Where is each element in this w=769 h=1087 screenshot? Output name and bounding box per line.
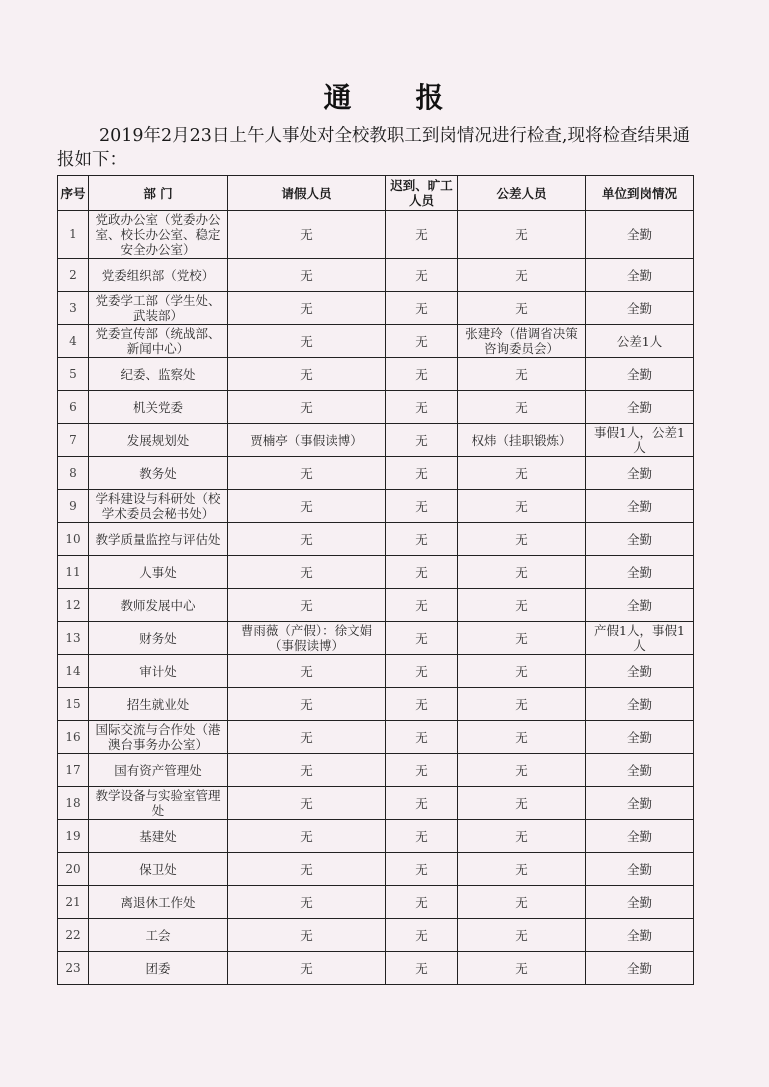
table-row	[58, 292, 694, 325]
table-row	[58, 523, 694, 556]
row-business: 无	[458, 754, 586, 787]
row-dept: 教学质量监控与评估处	[89, 523, 228, 556]
row-status: 全勤	[586, 754, 694, 787]
row-status: 全勤	[586, 556, 694, 589]
table-row	[58, 919, 694, 952]
row-late: 无	[386, 325, 458, 358]
row-leave: 无	[228, 787, 386, 820]
row-business: 无	[458, 358, 586, 391]
row-seq: 15	[58, 688, 89, 721]
row-late: 无	[386, 211, 458, 259]
table-row	[58, 325, 694, 358]
header-business: 公差人员	[458, 176, 586, 211]
row-late: 无	[386, 622, 458, 655]
row-late: 无	[386, 424, 458, 457]
row-leave: 无	[228, 754, 386, 787]
row-seq: 21	[58, 886, 89, 919]
row-status: 全勤	[586, 886, 694, 919]
row-late: 无	[386, 688, 458, 721]
row-seq: 12	[58, 589, 89, 622]
row-seq: 4	[58, 325, 89, 358]
row-business: 无	[458, 886, 586, 919]
row-business: 权炜（挂职锻炼）	[458, 424, 586, 457]
row-business: 张建玲（借调省决策咨询委员会）	[458, 325, 586, 358]
row-seq: 19	[58, 820, 89, 853]
row-status: 全勤	[586, 688, 694, 721]
row-late: 无	[386, 952, 458, 985]
row-status: 产假1人，事假1人	[586, 622, 694, 655]
row-seq: 22	[58, 919, 89, 952]
row-late: 无	[386, 457, 458, 490]
row-leave: 无	[228, 589, 386, 622]
row-leave: 无	[228, 325, 386, 358]
row-seq: 20	[58, 853, 89, 886]
row-seq: 16	[58, 721, 89, 754]
row-dept: 离退休工作处	[89, 886, 228, 919]
row-late: 无	[386, 589, 458, 622]
row-leave: 无	[228, 211, 386, 259]
row-status: 全勤	[586, 490, 694, 523]
row-seq: 17	[58, 754, 89, 787]
row-late: 无	[386, 787, 458, 820]
row-late: 无	[386, 292, 458, 325]
table-row	[58, 853, 694, 886]
row-dept: 纪委、监察处	[89, 358, 228, 391]
document-title	[0, 76, 769, 116]
row-business: 无	[458, 787, 586, 820]
row-seq: 10	[58, 523, 89, 556]
row-leave: 曹雨薇（产假）：徐文娟（事假读博）	[228, 622, 386, 655]
row-seq: 5	[58, 358, 89, 391]
row-dept: 党政办公室（党委办公室、校长办公室、稳定安全办公室）	[89, 211, 228, 259]
row-seq: 14	[58, 655, 89, 688]
table-row	[58, 754, 694, 787]
row-seq: 18	[58, 787, 89, 820]
row-status: 全勤	[586, 820, 694, 853]
table-row	[58, 490, 694, 523]
row-status: 全勤	[586, 259, 694, 292]
row-business: 无	[458, 490, 586, 523]
row-seq: 23	[58, 952, 89, 985]
row-business: 无	[458, 589, 586, 622]
row-late: 无	[386, 259, 458, 292]
row-late: 无	[386, 391, 458, 424]
row-leave: 无	[228, 259, 386, 292]
row-status: 全勤	[586, 523, 694, 556]
row-status: 公差1人	[586, 325, 694, 358]
table-row	[58, 358, 694, 391]
table-row	[58, 589, 694, 622]
row-late: 无	[386, 358, 458, 391]
table-row	[58, 886, 694, 919]
row-leave: 无	[228, 886, 386, 919]
table-row	[58, 391, 694, 424]
row-late: 无	[386, 919, 458, 952]
row-dept: 机关党委	[89, 391, 228, 424]
row-seq: 9	[58, 490, 89, 523]
row-leave: 无	[228, 292, 386, 325]
row-status: 全勤	[586, 853, 694, 886]
table-row	[58, 721, 694, 754]
row-dept: 国际交流与合作处（港澳台事务办公室）	[89, 721, 228, 754]
table-row	[58, 424, 694, 457]
row-seq: 8	[58, 457, 89, 490]
row-business: 无	[458, 688, 586, 721]
row-seq: 2	[58, 259, 89, 292]
intro-paragraph: 2019年2月23日上午人事处对全校教职工到岗情况进行检查,现将检查结果通报如下：	[57, 126, 690, 170]
title-char-1: 通	[323, 81, 354, 114]
table-row	[58, 556, 694, 589]
row-dept: 发展规划处	[89, 424, 228, 457]
row-business: 无	[458, 292, 586, 325]
row-business: 无	[458, 556, 586, 589]
header-status: 单位到岗情况	[586, 176, 694, 211]
row-status: 全勤	[586, 721, 694, 754]
table-row	[58, 655, 694, 688]
row-late: 无	[386, 886, 458, 919]
row-seq: 6	[58, 391, 89, 424]
header-seq: 序号	[58, 176, 89, 211]
row-late: 无	[386, 754, 458, 787]
row-dept: 保卫处	[89, 853, 228, 886]
row-business: 无	[458, 523, 586, 556]
row-seq: 3	[58, 292, 89, 325]
row-late: 无	[386, 655, 458, 688]
row-dept: 基建处	[89, 820, 228, 853]
row-seq: 7	[58, 424, 89, 457]
row-dept: 学科建设与科研处（校学术委员会秘书处）	[89, 490, 228, 523]
row-leave: 无	[228, 820, 386, 853]
row-dept: 财务处	[89, 622, 228, 655]
row-dept: 教务处	[89, 457, 228, 490]
title-char-2: 报	[415, 81, 446, 114]
attendance-table	[57, 175, 694, 985]
row-dept: 教学设备与实验室管理处	[89, 787, 228, 820]
row-dept: 招生就业处	[89, 688, 228, 721]
row-leave: 无	[228, 853, 386, 886]
row-late: 无	[386, 490, 458, 523]
header-dept: 部 门	[89, 176, 228, 211]
row-status: 全勤	[586, 787, 694, 820]
row-dept: 审计处	[89, 655, 228, 688]
row-status: 事假1人，公差1人	[586, 424, 694, 457]
row-late: 无	[386, 820, 458, 853]
row-business: 无	[458, 820, 586, 853]
row-business: 无	[458, 952, 586, 985]
row-dept: 教师发展中心	[89, 589, 228, 622]
row-status: 全勤	[586, 211, 694, 259]
row-leave: 无	[228, 688, 386, 721]
row-dept: 团委	[89, 952, 228, 985]
table-row	[58, 211, 694, 259]
table-row	[58, 457, 694, 490]
table-row	[58, 259, 694, 292]
row-status: 全勤	[586, 391, 694, 424]
row-late: 无	[386, 853, 458, 886]
row-status: 全勤	[586, 655, 694, 688]
row-status: 全勤	[586, 589, 694, 622]
row-leave: 无	[228, 556, 386, 589]
table-header-row	[58, 176, 694, 211]
row-leave: 无	[228, 952, 386, 985]
row-status: 全勤	[586, 292, 694, 325]
row-business: 无	[458, 391, 586, 424]
row-business: 无	[458, 211, 586, 259]
row-status: 全勤	[586, 952, 694, 985]
row-leave: 无	[228, 523, 386, 556]
row-status: 全勤	[586, 457, 694, 490]
row-business: 无	[458, 655, 586, 688]
header-leave: 请假人员	[228, 176, 386, 211]
row-leave: 无	[228, 721, 386, 754]
row-business: 无	[458, 721, 586, 754]
row-business: 无	[458, 853, 586, 886]
row-seq: 13	[58, 622, 89, 655]
row-seq: 11	[58, 556, 89, 589]
row-seq: 1	[58, 211, 89, 259]
row-leave: 无	[228, 457, 386, 490]
row-dept: 工会	[89, 919, 228, 952]
row-business: 无	[458, 919, 586, 952]
row-leave: 无	[228, 655, 386, 688]
row-status: 全勤	[586, 358, 694, 391]
row-dept: 党委学工部（学生处、武装部）	[89, 292, 228, 325]
row-leave: 贾楠亭（事假读博）	[228, 424, 386, 457]
row-business: 无	[458, 259, 586, 292]
table-row	[58, 688, 694, 721]
row-business: 无	[458, 622, 586, 655]
row-leave: 无	[228, 919, 386, 952]
table-row	[58, 952, 694, 985]
table-row	[58, 622, 694, 655]
row-dept: 国有资产管理处	[89, 754, 228, 787]
row-late: 无	[386, 523, 458, 556]
header-late: 迟到、旷工人员	[386, 176, 458, 211]
row-dept: 党委组织部（党校）	[89, 259, 228, 292]
row-dept: 人事处	[89, 556, 228, 589]
row-dept: 党委宣传部（统战部、新闻中心）	[89, 325, 228, 358]
table-row	[58, 820, 694, 853]
row-late: 无	[386, 721, 458, 754]
row-leave: 无	[228, 490, 386, 523]
row-status: 全勤	[586, 919, 694, 952]
row-leave: 无	[228, 391, 386, 424]
table-row	[58, 787, 694, 820]
row-leave: 无	[228, 358, 386, 391]
row-business: 无	[458, 457, 586, 490]
row-late: 无	[386, 556, 458, 589]
